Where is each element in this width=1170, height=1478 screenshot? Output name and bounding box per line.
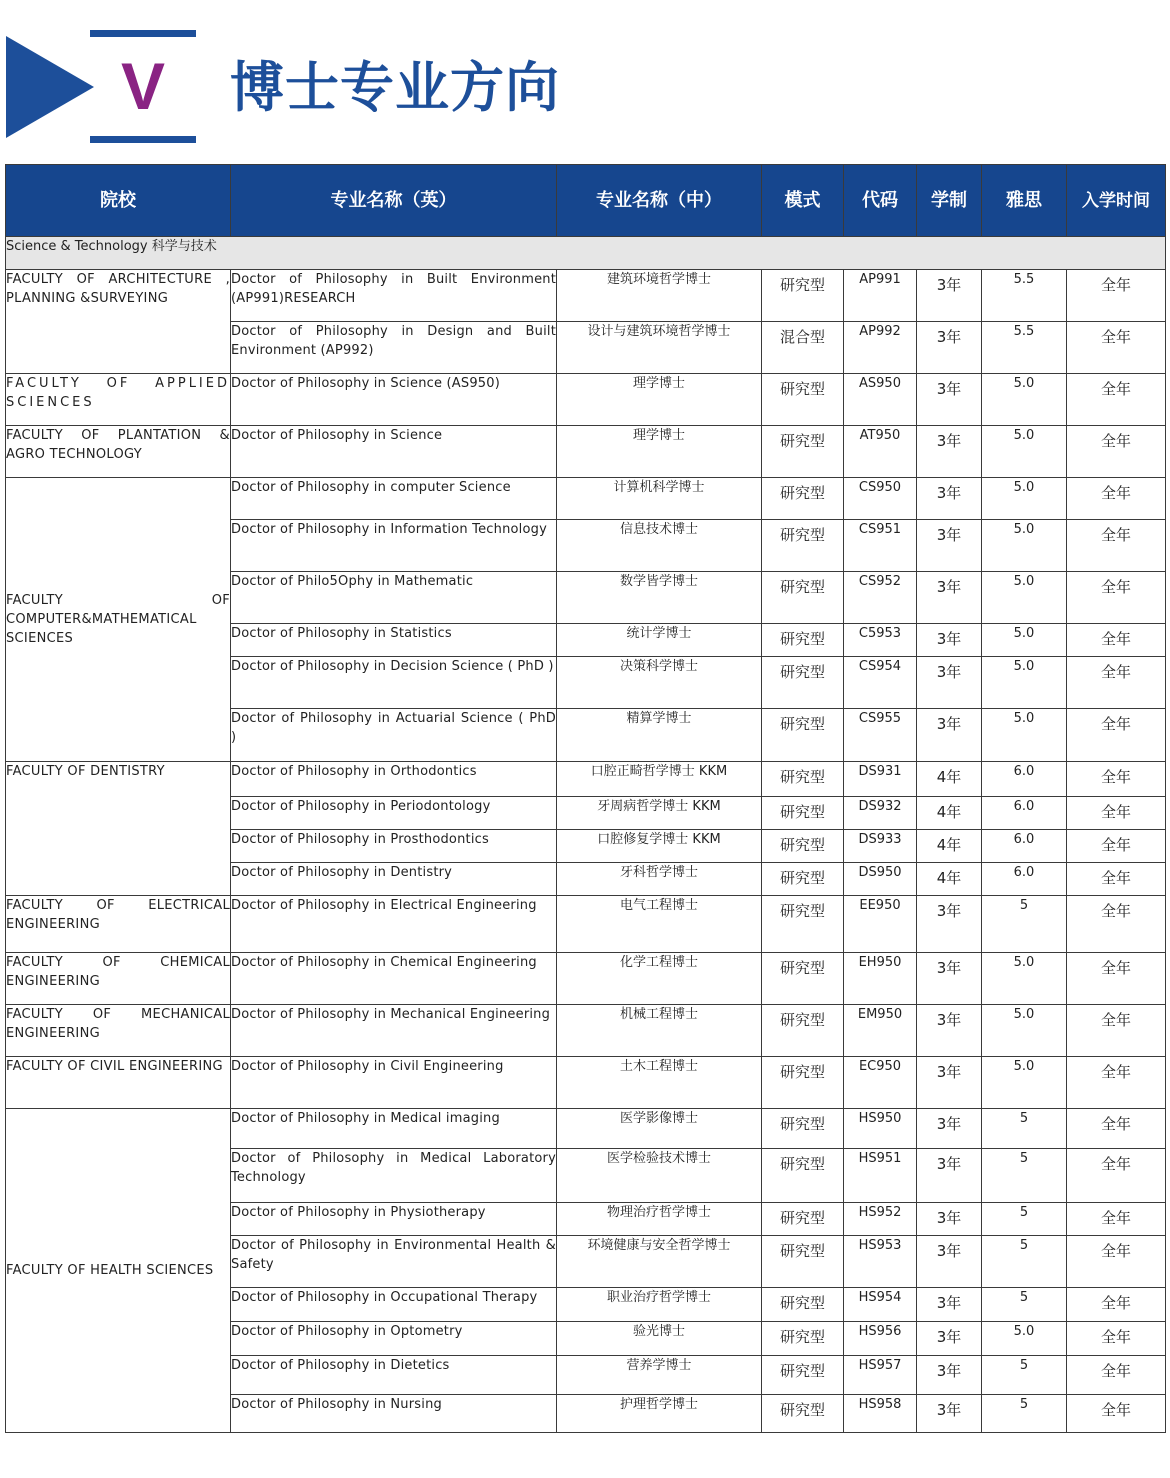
column-header: 院校 (6, 165, 231, 237)
table-row (6, 270, 1166, 322)
cn-cell: 建筑环境哲学博士 (557, 270, 762, 322)
cn-cell: 口腔正畸哲学博士 KKM (557, 762, 762, 797)
table-row (6, 953, 1166, 1005)
mode-cell: 研究型 (762, 797, 844, 830)
column-header: 模式 (762, 165, 844, 237)
intake-cell: 全年 (1067, 1395, 1166, 1433)
mode-cell: 研究型 (762, 572, 844, 624)
years-cell: 3年 (917, 478, 982, 520)
cn-cell: 计算机科学博士 (557, 478, 762, 520)
intake-cell: 全年 (1067, 1203, 1166, 1236)
intake-cell: 全年 (1067, 657, 1166, 709)
intake-cell: 全年 (1067, 953, 1166, 1005)
table-body (6, 237, 1166, 1433)
ielts-cell: 5 (982, 1288, 1067, 1322)
en-cell: Doctor of Philosophy in Periodontology (231, 797, 557, 830)
en-cell: Doctor of Philosophy in Science (231, 426, 557, 478)
en-cell: Doctor of Philosophy in Chemical Engineering (231, 953, 557, 1005)
mode-cell: 研究型 (762, 1109, 844, 1149)
years-cell: 3年 (917, 953, 982, 1005)
mode-cell: 研究型 (762, 953, 844, 1005)
mode-cell: 研究型 (762, 1149, 844, 1203)
column-header: 雅思 (982, 165, 1067, 237)
table-row (6, 762, 1166, 797)
intake-cell: 全年 (1067, 1057, 1166, 1109)
intake-cell: 全年 (1067, 624, 1166, 657)
code-cell: HS951 (844, 1149, 917, 1203)
mode-cell: 研究型 (762, 1236, 844, 1288)
ielts-cell: 5.0 (982, 478, 1067, 520)
code-cell: AP992 (844, 322, 917, 374)
faculty-cell: FACULTY OF HEALTH SCIENCES (6, 1109, 231, 1433)
code-cell: DS933 (844, 830, 917, 863)
code-cell: CS952 (844, 572, 917, 624)
intake-cell: 全年 (1067, 1149, 1166, 1203)
years-cell: 3年 (917, 322, 982, 374)
en-cell: Doctor of Philosophy in Orthodontics (231, 762, 557, 797)
page-banner (0, 0, 1170, 160)
code-cell: EC950 (844, 1057, 917, 1109)
years-cell: 3年 (917, 624, 982, 657)
ielts-cell: 5.0 (982, 374, 1067, 426)
section-row (6, 237, 1166, 270)
table-header-row (6, 165, 1166, 237)
table-row (6, 374, 1166, 426)
years-cell: 3年 (917, 1057, 982, 1109)
en-cell: Doctor of Philosophy in Mechanical Engineering (231, 1005, 557, 1057)
years-cell: 3年 (917, 270, 982, 322)
cn-cell: 机械工程博士 (557, 1005, 762, 1057)
en-cell: Doctor of Philosophy in Civil Engineering (231, 1057, 557, 1109)
en-cell: Doctor of Philosophy in computer Science (231, 478, 557, 520)
cn-cell: 统计学博士 (557, 624, 762, 657)
ielts-cell: 5.0 (982, 709, 1067, 762)
mode-cell: 研究型 (762, 1005, 844, 1057)
intake-cell: 全年 (1067, 520, 1166, 572)
en-cell: Doctor of Philosophy in Optometry (231, 1322, 557, 1356)
ielts-cell: 5.0 (982, 572, 1067, 624)
intake-cell: 全年 (1067, 478, 1166, 520)
mode-cell: 研究型 (762, 762, 844, 797)
programs-table (5, 164, 1166, 1433)
code-cell: DS950 (844, 863, 917, 896)
ielts-cell: 5.0 (982, 624, 1067, 657)
banner-rule-bottom (90, 136, 196, 143)
code-cell: C5953 (844, 624, 917, 657)
ielts-cell: 5.0 (982, 1322, 1067, 1356)
code-cell: AP991 (844, 270, 917, 322)
ielts-cell: 5 (982, 1236, 1067, 1288)
years-cell: 3年 (917, 572, 982, 624)
code-cell: EM950 (844, 1005, 917, 1057)
faculty-cell: FACULTY OF APPLIED SCIENCES (6, 374, 231, 426)
cn-cell: 医学检验技术博士 (557, 1149, 762, 1203)
years-cell: 3年 (917, 1005, 982, 1057)
years-cell: 3年 (917, 1356, 982, 1395)
cn-cell: 土木工程博士 (557, 1057, 762, 1109)
intake-cell: 全年 (1067, 863, 1166, 896)
mode-cell: 研究型 (762, 1356, 844, 1395)
en-cell: Doctor of Philosophy in Information Technology (231, 520, 557, 572)
en-cell: Doctor of Philosophy in Physiotherapy (231, 1203, 557, 1236)
years-cell: 3年 (917, 1236, 982, 1288)
code-cell: DS932 (844, 797, 917, 830)
code-cell: DS931 (844, 762, 917, 797)
mode-cell: 研究型 (762, 1057, 844, 1109)
cn-cell: 口腔修复学博士 KKM (557, 830, 762, 863)
ielts-cell: 5 (982, 1149, 1067, 1203)
years-cell: 3年 (917, 426, 982, 478)
years-cell: 4年 (917, 762, 982, 797)
column-header: 代码 (844, 165, 917, 237)
faculty-cell: FACULTY OF ELECTRICAL ENGINEERING (6, 896, 231, 953)
code-cell: AS950 (844, 374, 917, 426)
cn-cell: 营养学博士 (557, 1356, 762, 1395)
intake-cell: 全年 (1067, 762, 1166, 797)
ielts-cell: 5.0 (982, 1057, 1067, 1109)
en-cell: Doctor of Philosophy in Environmental Health & Safety (231, 1236, 557, 1288)
column-header: 专业名称（英） (231, 165, 557, 237)
table-row (6, 1057, 1166, 1109)
page-title: 博士专业方向 (230, 56, 560, 119)
years-cell: 4年 (917, 863, 982, 896)
en-cell: Doctor of Philosophy in Prosthodontics (231, 830, 557, 863)
en-cell: Doctor of Philosophy in Built Environment (AP991)RESEARCH (231, 270, 557, 322)
years-cell: 3年 (917, 1149, 982, 1203)
ielts-cell: 5 (982, 1109, 1067, 1149)
years-cell: 4年 (917, 797, 982, 830)
cn-cell: 电气工程博士 (557, 896, 762, 953)
mode-cell: 研究型 (762, 830, 844, 863)
en-cell: Doctor of Philosophy in Nursing (231, 1395, 557, 1433)
intake-cell: 全年 (1067, 270, 1166, 322)
cn-cell: 职业治疗哲学博士 (557, 1288, 762, 1322)
table-row (6, 426, 1166, 478)
intake-cell: 全年 (1067, 797, 1166, 830)
en-cell: Doctor of Philosophy in Medical imaging (231, 1109, 557, 1149)
mode-cell: 研究型 (762, 520, 844, 572)
ielts-cell: 5 (982, 1203, 1067, 1236)
mode-cell: 研究型 (762, 478, 844, 520)
cn-cell: 化学工程博士 (557, 953, 762, 1005)
table-row (6, 1109, 1166, 1149)
ielts-cell: 6.0 (982, 863, 1067, 896)
cn-cell: 理学博士 (557, 426, 762, 478)
intake-cell: 全年 (1067, 896, 1166, 953)
ielts-cell: 5.0 (982, 1005, 1067, 1057)
code-cell: CS951 (844, 520, 917, 572)
en-cell: Doctor of Philosophy in Design and Built Environment (AP992) (231, 322, 557, 374)
ielts-cell: 5.5 (982, 322, 1067, 374)
banner-rule-top (90, 30, 196, 37)
en-cell: Doctor of Philosophy in Statistics (231, 624, 557, 657)
intake-cell: 全年 (1067, 1236, 1166, 1288)
intake-cell: 全年 (1067, 374, 1166, 426)
code-cell: CS955 (844, 709, 917, 762)
mode-cell: 研究型 (762, 1203, 844, 1236)
mode-cell: 研究型 (762, 896, 844, 953)
table-row (6, 478, 1166, 520)
mode-cell: 研究型 (762, 374, 844, 426)
cn-cell: 设计与建筑环境哲学博士 (557, 322, 762, 374)
faculty-cell: FACULTY OF MECHANICAL ENGINEERING (6, 1005, 231, 1057)
cn-cell: 数学皆学博士 (557, 572, 762, 624)
en-cell: Doctor of Philosophy in Electrical Engineering (231, 896, 557, 953)
section-label: Science & Technology 科学与技术 (6, 237, 1166, 270)
ielts-cell: 6.0 (982, 797, 1067, 830)
years-cell: 3年 (917, 896, 982, 953)
en-cell: Doctor of Philo5Ophy in Mathematic (231, 572, 557, 624)
table-row (6, 896, 1166, 953)
years-cell: 3年 (917, 709, 982, 762)
years-cell: 4年 (917, 830, 982, 863)
faculty-cell: FACULTY OF CHEMICAL ENGINEERING (6, 953, 231, 1005)
code-cell: EH950 (844, 953, 917, 1005)
ielts-cell: 5 (982, 1356, 1067, 1395)
column-header: 专业名称（中） (557, 165, 762, 237)
en-cell: Doctor of Philosophy in Actuarial Science ( PhD ) (231, 709, 557, 762)
cn-cell: 物理治疗哲学博士 (557, 1203, 762, 1236)
intake-cell: 全年 (1067, 322, 1166, 374)
intake-cell: 全年 (1067, 1356, 1166, 1395)
faculty-cell: FACULTY OF PLANTATION & AGRO TECHNOLOGY (6, 426, 231, 478)
intake-cell: 全年 (1067, 426, 1166, 478)
code-cell: EE950 (844, 896, 917, 953)
en-cell: Doctor of Philosophy in Dentistry (231, 863, 557, 896)
intake-cell: 全年 (1067, 1005, 1166, 1057)
mode-cell: 混合型 (762, 322, 844, 374)
en-cell: Doctor of Philosophy in Medical Laboratory Technology (231, 1149, 557, 1203)
mode-cell: 研究型 (762, 709, 844, 762)
ielts-cell: 5 (982, 1395, 1067, 1433)
code-cell: HS952 (844, 1203, 917, 1236)
code-cell: HS958 (844, 1395, 917, 1433)
mode-cell: 研究型 (762, 1322, 844, 1356)
ielts-cell: 5.5 (982, 270, 1067, 322)
years-cell: 3年 (917, 1322, 982, 1356)
cn-cell: 理学博士 (557, 374, 762, 426)
section-number: V (120, 49, 166, 123)
intake-cell: 全年 (1067, 1109, 1166, 1149)
ielts-cell: 5 (982, 896, 1067, 953)
intake-cell: 全年 (1067, 1322, 1166, 1356)
triangle-arrow-icon (6, 36, 94, 138)
ielts-cell: 5.0 (982, 657, 1067, 709)
mode-cell: 研究型 (762, 624, 844, 657)
cn-cell: 精算学博士 (557, 709, 762, 762)
ielts-cell: 6.0 (982, 762, 1067, 797)
faculty-cell: FACULTY OF CIVIL ENGINEERING (6, 1057, 231, 1109)
cn-cell: 信息技术博士 (557, 520, 762, 572)
ielts-cell: 5.0 (982, 953, 1067, 1005)
cn-cell: 环境健康与安全哲学博士 (557, 1236, 762, 1288)
years-cell: 3年 (917, 1203, 982, 1236)
code-cell: HS957 (844, 1356, 917, 1395)
en-cell: Doctor of Philosophy in Occupational Therapy (231, 1288, 557, 1322)
code-cell: CS950 (844, 478, 917, 520)
code-cell: AT950 (844, 426, 917, 478)
code-cell: HS954 (844, 1288, 917, 1322)
cn-cell: 牙科哲学博士 (557, 863, 762, 896)
mode-cell: 研究型 (762, 1395, 844, 1433)
code-cell: HS956 (844, 1322, 917, 1356)
code-cell: HS950 (844, 1109, 917, 1149)
ielts-cell: 6.0 (982, 830, 1067, 863)
cn-cell: 牙周病哲学博士 KKM (557, 797, 762, 830)
mode-cell: 研究型 (762, 1288, 844, 1322)
code-cell: HS953 (844, 1236, 917, 1288)
cn-cell: 验光博士 (557, 1322, 762, 1356)
years-cell: 3年 (917, 1109, 982, 1149)
en-cell: Doctor of Philosophy in Dietetics (231, 1356, 557, 1395)
intake-cell: 全年 (1067, 830, 1166, 863)
en-cell: Doctor of Philosophy in Science (AS950) (231, 374, 557, 426)
column-header: 入学时间 (1067, 165, 1166, 237)
table-row (6, 1005, 1166, 1057)
ielts-cell: 5.0 (982, 520, 1067, 572)
mode-cell: 研究型 (762, 657, 844, 709)
faculty-cell: FACULTY OF ARCHITECTURE , PLANNING &SURVEYING (6, 270, 231, 374)
years-cell: 3年 (917, 520, 982, 572)
cn-cell: 决策科学博士 (557, 657, 762, 709)
mode-cell: 研究型 (762, 863, 844, 896)
years-cell: 3年 (917, 657, 982, 709)
mode-cell: 研究型 (762, 270, 844, 322)
intake-cell: 全年 (1067, 709, 1166, 762)
code-cell: CS954 (844, 657, 917, 709)
faculty-cell: FACULTY OF COMPUTER&MATHEMATICAL SCIENCES (6, 478, 231, 762)
cn-cell: 医学影像博士 (557, 1109, 762, 1149)
mode-cell: 研究型 (762, 426, 844, 478)
cn-cell: 护理哲学博士 (557, 1395, 762, 1433)
column-header: 学制 (917, 165, 982, 237)
intake-cell: 全年 (1067, 572, 1166, 624)
years-cell: 3年 (917, 1288, 982, 1322)
ielts-cell: 5.0 (982, 426, 1067, 478)
intake-cell: 全年 (1067, 1288, 1166, 1322)
years-cell: 3年 (917, 374, 982, 426)
years-cell: 3年 (917, 1395, 982, 1433)
en-cell: Doctor of Philosophy in Decision Science ( PhD ) (231, 657, 557, 709)
faculty-cell: FACULTY OF DENTISTRY (6, 762, 231, 896)
